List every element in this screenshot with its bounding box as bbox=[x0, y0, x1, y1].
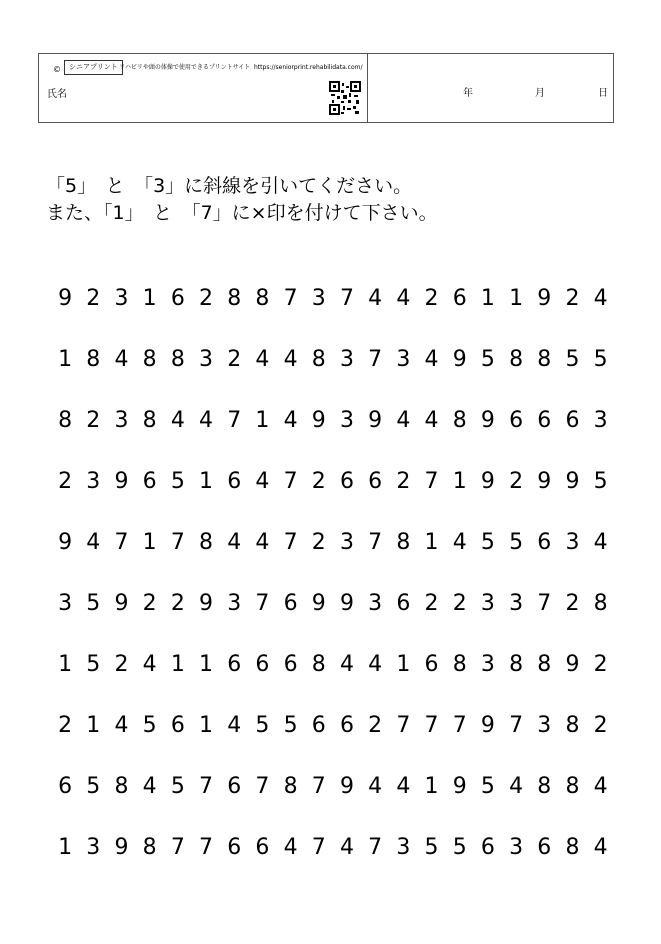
grid-digit[interactable]: 5 bbox=[480, 347, 495, 372]
grid-digit[interactable]: 6 bbox=[311, 713, 326, 738]
grid-digit[interactable]: 5 bbox=[86, 652, 101, 677]
grid-digit[interactable]: 2 bbox=[452, 591, 467, 616]
grid-digit[interactable]: 4 bbox=[142, 652, 157, 677]
grid-digit[interactable]: 3 bbox=[480, 652, 495, 677]
grid-digit[interactable]: 8 bbox=[565, 774, 580, 799]
grid-digit[interactable]: 7 bbox=[199, 774, 214, 799]
grid-row bbox=[51, 528, 615, 589]
grid-digit[interactable]: 3 bbox=[114, 408, 129, 433]
grid-digit[interactable]: 4 bbox=[593, 286, 608, 311]
grid-digit[interactable]: 1 bbox=[424, 530, 439, 555]
grid-digit[interactable]: 9 bbox=[114, 469, 129, 494]
grid-digit[interactable]: 2 bbox=[58, 469, 73, 494]
grid-digit[interactable]: 7 bbox=[368, 530, 383, 555]
grid-digit[interactable]: 5 bbox=[593, 347, 608, 372]
header-divider bbox=[367, 54, 368, 122]
grid-digit[interactable]: 6 bbox=[452, 286, 467, 311]
tagline bbox=[119, 62, 363, 71]
month-label: 月 bbox=[535, 88, 545, 99]
grid-digit[interactable]: 5 bbox=[480, 774, 495, 799]
grid-digit[interactable]: 4 bbox=[199, 408, 214, 433]
grid-digit[interactable]: 1 bbox=[480, 286, 495, 311]
grid-digit[interactable]: 4 bbox=[452, 530, 467, 555]
grid-digit[interactable]: 4 bbox=[255, 530, 270, 555]
grid-digit[interactable]: 8 bbox=[142, 835, 157, 860]
grid-digit[interactable]: 5 bbox=[86, 591, 101, 616]
grid-digit[interactable]: 3 bbox=[86, 835, 101, 860]
number-grid bbox=[51, 284, 615, 894]
grid-digit[interactable]: 6 bbox=[339, 713, 354, 738]
grid-digit[interactable]: 2 bbox=[86, 286, 101, 311]
grid-row bbox=[51, 833, 615, 894]
grid-digit[interactable]: 4 bbox=[227, 530, 242, 555]
grid-digit[interactable]: 4 bbox=[424, 347, 439, 372]
grid-digit[interactable]: 4 bbox=[424, 408, 439, 433]
grid-digit[interactable]: 4 bbox=[396, 774, 411, 799]
grid-digit[interactable]: 1 bbox=[255, 408, 270, 433]
grid-digit[interactable]: 6 bbox=[565, 408, 580, 433]
grid-digit[interactable]: 7 bbox=[311, 835, 326, 860]
grid-digit[interactable]: 6 bbox=[480, 835, 495, 860]
instructions bbox=[46, 173, 438, 227]
grid-row bbox=[51, 406, 615, 467]
grid-digit[interactable]: 2 bbox=[396, 469, 411, 494]
grid-row bbox=[51, 711, 615, 772]
grid-digit[interactable]: 9 bbox=[339, 774, 354, 799]
grid-digit[interactable]: 8 bbox=[593, 591, 608, 616]
grid-digit[interactable]: 4 bbox=[368, 652, 383, 677]
day-label: 日 bbox=[598, 88, 608, 99]
grid-digit[interactable]: 4 bbox=[593, 530, 608, 555]
grid-digit[interactable]: 2 bbox=[368, 713, 383, 738]
grid-digit[interactable]: 9 bbox=[311, 591, 326, 616]
grid-digit[interactable]: 8 bbox=[311, 347, 326, 372]
grid-digit[interactable]: 6 bbox=[537, 530, 552, 555]
grid-digit[interactable]: 7 bbox=[114, 530, 129, 555]
grid-digit[interactable]: 7 bbox=[424, 713, 439, 738]
grid-digit[interactable]: 6 bbox=[170, 286, 185, 311]
grid-digit[interactable]: 1 bbox=[58, 347, 73, 372]
grid-digit[interactable]: 8 bbox=[452, 408, 467, 433]
grid-digit[interactable]: 8 bbox=[396, 530, 411, 555]
grid-digit[interactable]: 2 bbox=[593, 713, 608, 738]
grid-digit[interactable]: 2 bbox=[170, 591, 185, 616]
grid-digit[interactable]: 3 bbox=[480, 591, 495, 616]
grid-digit[interactable]: 4 bbox=[339, 652, 354, 677]
grid-digit[interactable]: 4 bbox=[368, 774, 383, 799]
grid-digit[interactable]: 9 bbox=[565, 652, 580, 677]
grid-digit[interactable]: 4 bbox=[368, 286, 383, 311]
grid-digit[interactable]: 6 bbox=[227, 469, 242, 494]
grid-digit[interactable]: 2 bbox=[509, 469, 524, 494]
grid-digit[interactable]: 2 bbox=[114, 652, 129, 677]
grid-digit[interactable]: 7 bbox=[396, 713, 411, 738]
grid-digit[interactable]: 6 bbox=[283, 591, 298, 616]
grid-digit[interactable]: 9 bbox=[480, 469, 495, 494]
instruction-line-1: 「5」 と 「3」に斜線を引いてください。 bbox=[46, 175, 413, 197]
grid-digit[interactable]: 9 bbox=[452, 347, 467, 372]
grid-digit[interactable]: 6 bbox=[142, 469, 157, 494]
grid-digit[interactable]: 4 bbox=[86, 530, 101, 555]
grid-digit[interactable]: 1 bbox=[199, 713, 214, 738]
qr-code-icon bbox=[329, 81, 361, 115]
grid-row bbox=[51, 345, 615, 406]
grid-digit[interactable]: 2 bbox=[199, 286, 214, 311]
grid-digit[interactable]: 2 bbox=[142, 591, 157, 616]
grid-digit[interactable]: 9 bbox=[58, 530, 73, 555]
grid-row bbox=[51, 650, 615, 711]
grid-digit[interactable]: 7 bbox=[452, 713, 467, 738]
grid-digit[interactable]: 8 bbox=[142, 408, 157, 433]
grid-digit[interactable]: 3 bbox=[339, 347, 354, 372]
grid-digit[interactable]: 4 bbox=[227, 713, 242, 738]
grid-digit[interactable]: 5 bbox=[424, 835, 439, 860]
grid-digit[interactable]: 1 bbox=[424, 774, 439, 799]
grid-digit[interactable]: 3 bbox=[537, 713, 552, 738]
grid-digit[interactable]: 3 bbox=[396, 347, 411, 372]
grid-digit[interactable]: 9 bbox=[480, 408, 495, 433]
grid-digit[interactable]: 7 bbox=[283, 530, 298, 555]
grid-digit[interactable]: 2 bbox=[424, 591, 439, 616]
grid-digit[interactable]: 4 bbox=[509, 774, 524, 799]
grid-digit[interactable]: 8 bbox=[283, 774, 298, 799]
grid-digit[interactable]: 7 bbox=[424, 469, 439, 494]
grid-digit[interactable]: 3 bbox=[227, 591, 242, 616]
grid-digit[interactable]: 3 bbox=[199, 347, 214, 372]
grid-digit[interactable]: 9 bbox=[452, 774, 467, 799]
grid-digit[interactable]: 1 bbox=[142, 286, 157, 311]
grid-digit[interactable]: 1 bbox=[199, 652, 214, 677]
grid-digit[interactable]: 3 bbox=[58, 591, 73, 616]
grid-digit[interactable]: 8 bbox=[537, 652, 552, 677]
grid-digit[interactable]: 4 bbox=[255, 347, 270, 372]
grid-digit[interactable]: 8 bbox=[537, 774, 552, 799]
grid-digit[interactable]: 8 bbox=[199, 530, 214, 555]
grid-digit[interactable]: 2 bbox=[565, 591, 580, 616]
grid-digit[interactable]: 4 bbox=[255, 469, 270, 494]
grid-digit[interactable]: 8 bbox=[452, 652, 467, 677]
grid-row bbox=[51, 589, 615, 650]
grid-digit[interactable]: 9 bbox=[114, 835, 129, 860]
grid-digit[interactable]: 9 bbox=[199, 591, 214, 616]
year-label: 年 bbox=[463, 88, 473, 99]
grid-digit[interactable]: 6 bbox=[227, 774, 242, 799]
grid-digit[interactable]: 6 bbox=[537, 408, 552, 433]
grid-digit[interactable]: 4 bbox=[283, 835, 298, 860]
grid-digit[interactable]: 7 bbox=[509, 713, 524, 738]
grid-row bbox=[51, 467, 615, 528]
grid-digit[interactable]: 6 bbox=[227, 835, 242, 860]
grid-digit[interactable]: 1 bbox=[58, 652, 73, 677]
grid-digit[interactable]: 7 bbox=[368, 347, 383, 372]
grid-digit[interactable]: 5 bbox=[170, 774, 185, 799]
grid-digit[interactable]: 5 bbox=[283, 713, 298, 738]
grid-digit[interactable]: 8 bbox=[86, 347, 101, 372]
grid-digit[interactable]: 4 bbox=[142, 774, 157, 799]
grid-digit[interactable]: 7 bbox=[170, 530, 185, 555]
grid-digit[interactable]: 4 bbox=[339, 835, 354, 860]
grid-digit[interactable]: 6 bbox=[537, 835, 552, 860]
grid-digit[interactable]: 7 bbox=[311, 774, 326, 799]
grid-digit[interactable]: 8 bbox=[255, 286, 270, 311]
grid-digit[interactable]: 9 bbox=[565, 469, 580, 494]
grid-digit[interactable]: 3 bbox=[339, 408, 354, 433]
header-box bbox=[38, 53, 614, 123]
grid-digit[interactable]: 1 bbox=[170, 652, 185, 677]
grid-digit[interactable]: 4 bbox=[114, 713, 129, 738]
grid-digit[interactable]: 2 bbox=[593, 652, 608, 677]
grid-digit[interactable]: 3 bbox=[311, 286, 326, 311]
grid-digit[interactable]: 7 bbox=[368, 835, 383, 860]
grid-digit[interactable]: 1 bbox=[199, 469, 214, 494]
copyright-symbol: © bbox=[53, 65, 61, 74]
grid-digit[interactable]: 6 bbox=[396, 591, 411, 616]
grid-digit[interactable]: 7 bbox=[283, 469, 298, 494]
instruction-line-2: また、「1」 と 「7」に×印を付けて下さい。 bbox=[46, 202, 438, 224]
grid-digit[interactable]: 9 bbox=[537, 286, 552, 311]
site-url: https://seniorprint.rehabilidata.com/ bbox=[254, 64, 363, 71]
grid-digit[interactable]: 1 bbox=[142, 530, 157, 555]
grid-digit[interactable]: 4 bbox=[114, 347, 129, 372]
grid-digit[interactable]: 3 bbox=[565, 530, 580, 555]
grid-digit[interactable]: 1 bbox=[396, 652, 411, 677]
grid-digit[interactable]: 8 bbox=[170, 347, 185, 372]
grid-digit[interactable]: 8 bbox=[142, 347, 157, 372]
grid-digit[interactable]: 7 bbox=[170, 835, 185, 860]
grid-digit[interactable]: 6 bbox=[509, 408, 524, 433]
grid-digit[interactable]: 2 bbox=[311, 469, 326, 494]
grid-digit[interactable]: 4 bbox=[283, 408, 298, 433]
grid-digit[interactable]: 8 bbox=[537, 347, 552, 372]
grid-digit[interactable]: 3 bbox=[509, 591, 524, 616]
grid-digit[interactable]: 2 bbox=[58, 713, 73, 738]
grid-digit[interactable]: 8 bbox=[58, 408, 73, 433]
grid-digit[interactable]: 5 bbox=[565, 347, 580, 372]
grid-digit[interactable]: 3 bbox=[396, 835, 411, 860]
grid-digit[interactable]: 8 bbox=[565, 835, 580, 860]
grid-digit[interactable]: 8 bbox=[227, 286, 242, 311]
grid-digit[interactable]: 1 bbox=[509, 286, 524, 311]
grid-digit[interactable]: 3 bbox=[593, 408, 608, 433]
grid-digit[interactable]: 9 bbox=[537, 469, 552, 494]
grid-digit[interactable]: 5 bbox=[480, 530, 495, 555]
grid-digit[interactable]: 2 bbox=[227, 347, 242, 372]
grid-digit[interactable]: 6 bbox=[283, 652, 298, 677]
grid-digit[interactable]: 9 bbox=[368, 408, 383, 433]
grid-digit[interactable]: 6 bbox=[227, 652, 242, 677]
grid-digit[interactable]: 6 bbox=[255, 652, 270, 677]
grid-digit[interactable]: 6 bbox=[339, 469, 354, 494]
grid-digit[interactable]: 7 bbox=[227, 408, 242, 433]
grid-digit[interactable]: 7 bbox=[339, 286, 354, 311]
grid-digit[interactable]: 1 bbox=[86, 713, 101, 738]
grid-digit[interactable]: 8 bbox=[114, 774, 129, 799]
grid-digit[interactable]: 9 bbox=[339, 591, 354, 616]
brand-label: シニアプリント bbox=[64, 60, 123, 75]
grid-digit[interactable]: 6 bbox=[368, 469, 383, 494]
grid-digit[interactable]: 1 bbox=[58, 835, 73, 860]
grid-digit[interactable]: 9 bbox=[311, 408, 326, 433]
grid-digit[interactable]: 5 bbox=[255, 713, 270, 738]
grid-digit[interactable]: 6 bbox=[170, 713, 185, 738]
grid-digit[interactable]: 9 bbox=[480, 713, 495, 738]
grid-digit[interactable]: 2 bbox=[311, 530, 326, 555]
grid-digit[interactable]: 7 bbox=[255, 591, 270, 616]
grid-digit[interactable]: 5 bbox=[509, 530, 524, 555]
grid-digit[interactable]: 8 bbox=[311, 652, 326, 677]
grid-digit[interactable]: 6 bbox=[255, 835, 270, 860]
grid-digit[interactable]: 3 bbox=[509, 835, 524, 860]
grid-digit[interactable]: 1 bbox=[452, 469, 467, 494]
grid-row bbox=[51, 772, 615, 833]
grid-digit[interactable]: 8 bbox=[509, 652, 524, 677]
grid-digit[interactable]: 6 bbox=[58, 774, 73, 799]
grid-digit[interactable]: 9 bbox=[114, 591, 129, 616]
grid-digit[interactable]: 5 bbox=[86, 774, 101, 799]
grid-digit[interactable]: 5 bbox=[142, 713, 157, 738]
grid-digit[interactable]: 7 bbox=[537, 591, 552, 616]
grid-digit[interactable]: 2 bbox=[424, 286, 439, 311]
grid-digit[interactable]: 9 bbox=[58, 286, 73, 311]
grid-digit[interactable]: 5 bbox=[452, 835, 467, 860]
grid-digit[interactable]: 7 bbox=[199, 835, 214, 860]
grid-digit[interactable]: 4 bbox=[396, 408, 411, 433]
grid-digit[interactable]: 4 bbox=[593, 774, 608, 799]
grid-digit[interactable]: 4 bbox=[283, 347, 298, 372]
grid-row bbox=[51, 284, 615, 345]
grid-digit[interactable]: 6 bbox=[424, 652, 439, 677]
name-label: 氏名 bbox=[47, 89, 67, 100]
grid-digit[interactable]: 3 bbox=[339, 530, 354, 555]
grid-digit[interactable]: 3 bbox=[86, 469, 101, 494]
grid-digit[interactable]: 8 bbox=[509, 347, 524, 372]
grid-digit[interactable]: 2 bbox=[86, 408, 101, 433]
tagline-text: リハビリや頭の体操で使用できるプリントサイト bbox=[119, 64, 251, 71]
grid-digit[interactable]: 2 bbox=[565, 286, 580, 311]
grid-digit[interactable]: 7 bbox=[255, 774, 270, 799]
grid-digit[interactable]: 4 bbox=[170, 408, 185, 433]
grid-digit[interactable]: 7 bbox=[283, 286, 298, 311]
grid-digit[interactable]: 8 bbox=[565, 713, 580, 738]
grid-digit[interactable]: 4 bbox=[396, 286, 411, 311]
grid-digit[interactable]: 4 bbox=[593, 835, 608, 860]
grid-digit[interactable]: 5 bbox=[170, 469, 185, 494]
grid-digit[interactable]: 5 bbox=[593, 469, 608, 494]
grid-digit[interactable]: 3 bbox=[114, 286, 129, 311]
grid-digit[interactable]: 3 bbox=[368, 591, 383, 616]
